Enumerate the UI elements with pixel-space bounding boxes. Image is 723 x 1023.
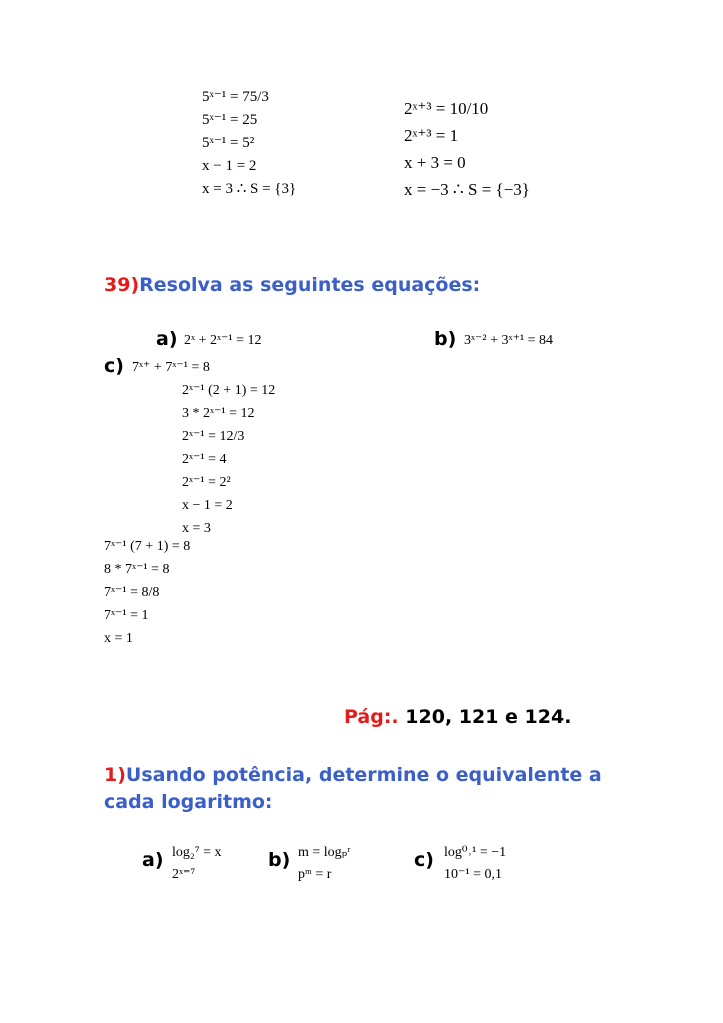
item-a-label: a) bbox=[156, 328, 178, 350]
top-left-step: 5ˣ⁻¹ = 5² bbox=[202, 135, 255, 151]
q1-item-c-line: 10⁻¹ = 0,1 bbox=[444, 867, 502, 882]
question-39-number: 39) bbox=[104, 274, 140, 296]
item-c-steps bbox=[104, 540, 190, 646]
q1-item-a-label: a) bbox=[142, 849, 164, 871]
item-c-equation: 7ˣ⁺ + 7ˣ⁻¹ = 8 bbox=[132, 360, 210, 375]
q1-item-b bbox=[298, 846, 350, 890]
item-a-step: 2ˣ⁻¹ = 4 bbox=[182, 452, 227, 467]
item-a-step: x − 1 = 2 bbox=[182, 498, 233, 513]
top-right-step: x + 3 = 0 bbox=[404, 153, 466, 172]
question-1-number: 1) bbox=[104, 764, 126, 786]
item-a-step: 2ˣ⁻¹ (2 + 1) = 12 bbox=[182, 383, 276, 398]
q1-item-b-line: m = logₚʳ bbox=[298, 845, 351, 860]
q1-item-c-line: log⁰˒¹ = −1 bbox=[444, 845, 507, 860]
question-39-heading bbox=[104, 273, 480, 299]
q1-item-a-line: log₂⁷ = x bbox=[172, 845, 222, 860]
item-a-equation: 2ˣ + 2ˣ⁻¹ = 12 bbox=[184, 333, 262, 348]
q1-item-b-label: b) bbox=[268, 849, 291, 871]
q1-item-a bbox=[172, 846, 222, 890]
top-right-step: 2ˣ⁺³ = 10/10 bbox=[404, 99, 489, 118]
page-reference-label: Pág:. bbox=[344, 706, 399, 728]
page-reference-numbers: 120, 121 e 124. bbox=[405, 706, 572, 728]
item-c-step: 8 * 7ˣ⁻¹ = 8 bbox=[104, 562, 170, 577]
item-c-step: 7ˣ⁻¹ = 1 bbox=[104, 608, 149, 623]
top-left-step: x − 1 = 2 bbox=[202, 158, 257, 174]
top-left-solution bbox=[202, 90, 296, 205]
top-left-step: 5ˣ⁻¹ = 25 bbox=[202, 112, 258, 128]
item-b-label: b) bbox=[434, 328, 457, 350]
top-right-step: 2ˣ⁺³ = 1 bbox=[404, 126, 459, 145]
q1-item-c-label: c) bbox=[414, 849, 434, 871]
q1-item-c bbox=[444, 846, 506, 890]
question-1-heading bbox=[104, 763, 602, 789]
item-a-step: 2ˣ⁻¹ = 12/3 bbox=[182, 429, 245, 444]
top-left-step: 5ˣ⁻¹ = 75/3 bbox=[202, 89, 269, 105]
q1-item-a-line: 2ˣ⁼⁷ bbox=[172, 867, 196, 882]
item-c-step: 7ˣ⁻¹ (7 + 1) = 8 bbox=[104, 539, 191, 554]
item-a-step: x = 3 bbox=[182, 521, 211, 536]
item-b-equation: 3ˣ⁻² + 3ˣ⁺¹ = 84 bbox=[464, 333, 554, 348]
top-left-step: x = 3 ∴ S = {3} bbox=[202, 181, 297, 197]
item-c-step: 7ˣ⁻¹ = 8/8 bbox=[104, 585, 160, 600]
top-right-step: x = −3 ∴ S = {−3} bbox=[404, 180, 530, 199]
q1-item-b-line: pᵐ = r bbox=[298, 867, 332, 882]
item-a-step: 3 * 2ˣ⁻¹ = 12 bbox=[182, 406, 255, 421]
item-a-step: 2ˣ⁻¹ = 2² bbox=[182, 475, 231, 490]
top-right-solution bbox=[404, 100, 530, 206]
question-39-text: Resolva as seguintes equações: bbox=[139, 274, 481, 296]
item-c-label: c) bbox=[104, 355, 124, 377]
question-1-text-line2: cada logaritmo: bbox=[104, 791, 273, 813]
question-1-text-line1: Usando potência, determine o equivalente a bbox=[125, 764, 602, 786]
page-reference bbox=[344, 708, 571, 727]
item-a-steps bbox=[182, 384, 275, 536]
item-c-step: x = 1 bbox=[104, 631, 133, 646]
